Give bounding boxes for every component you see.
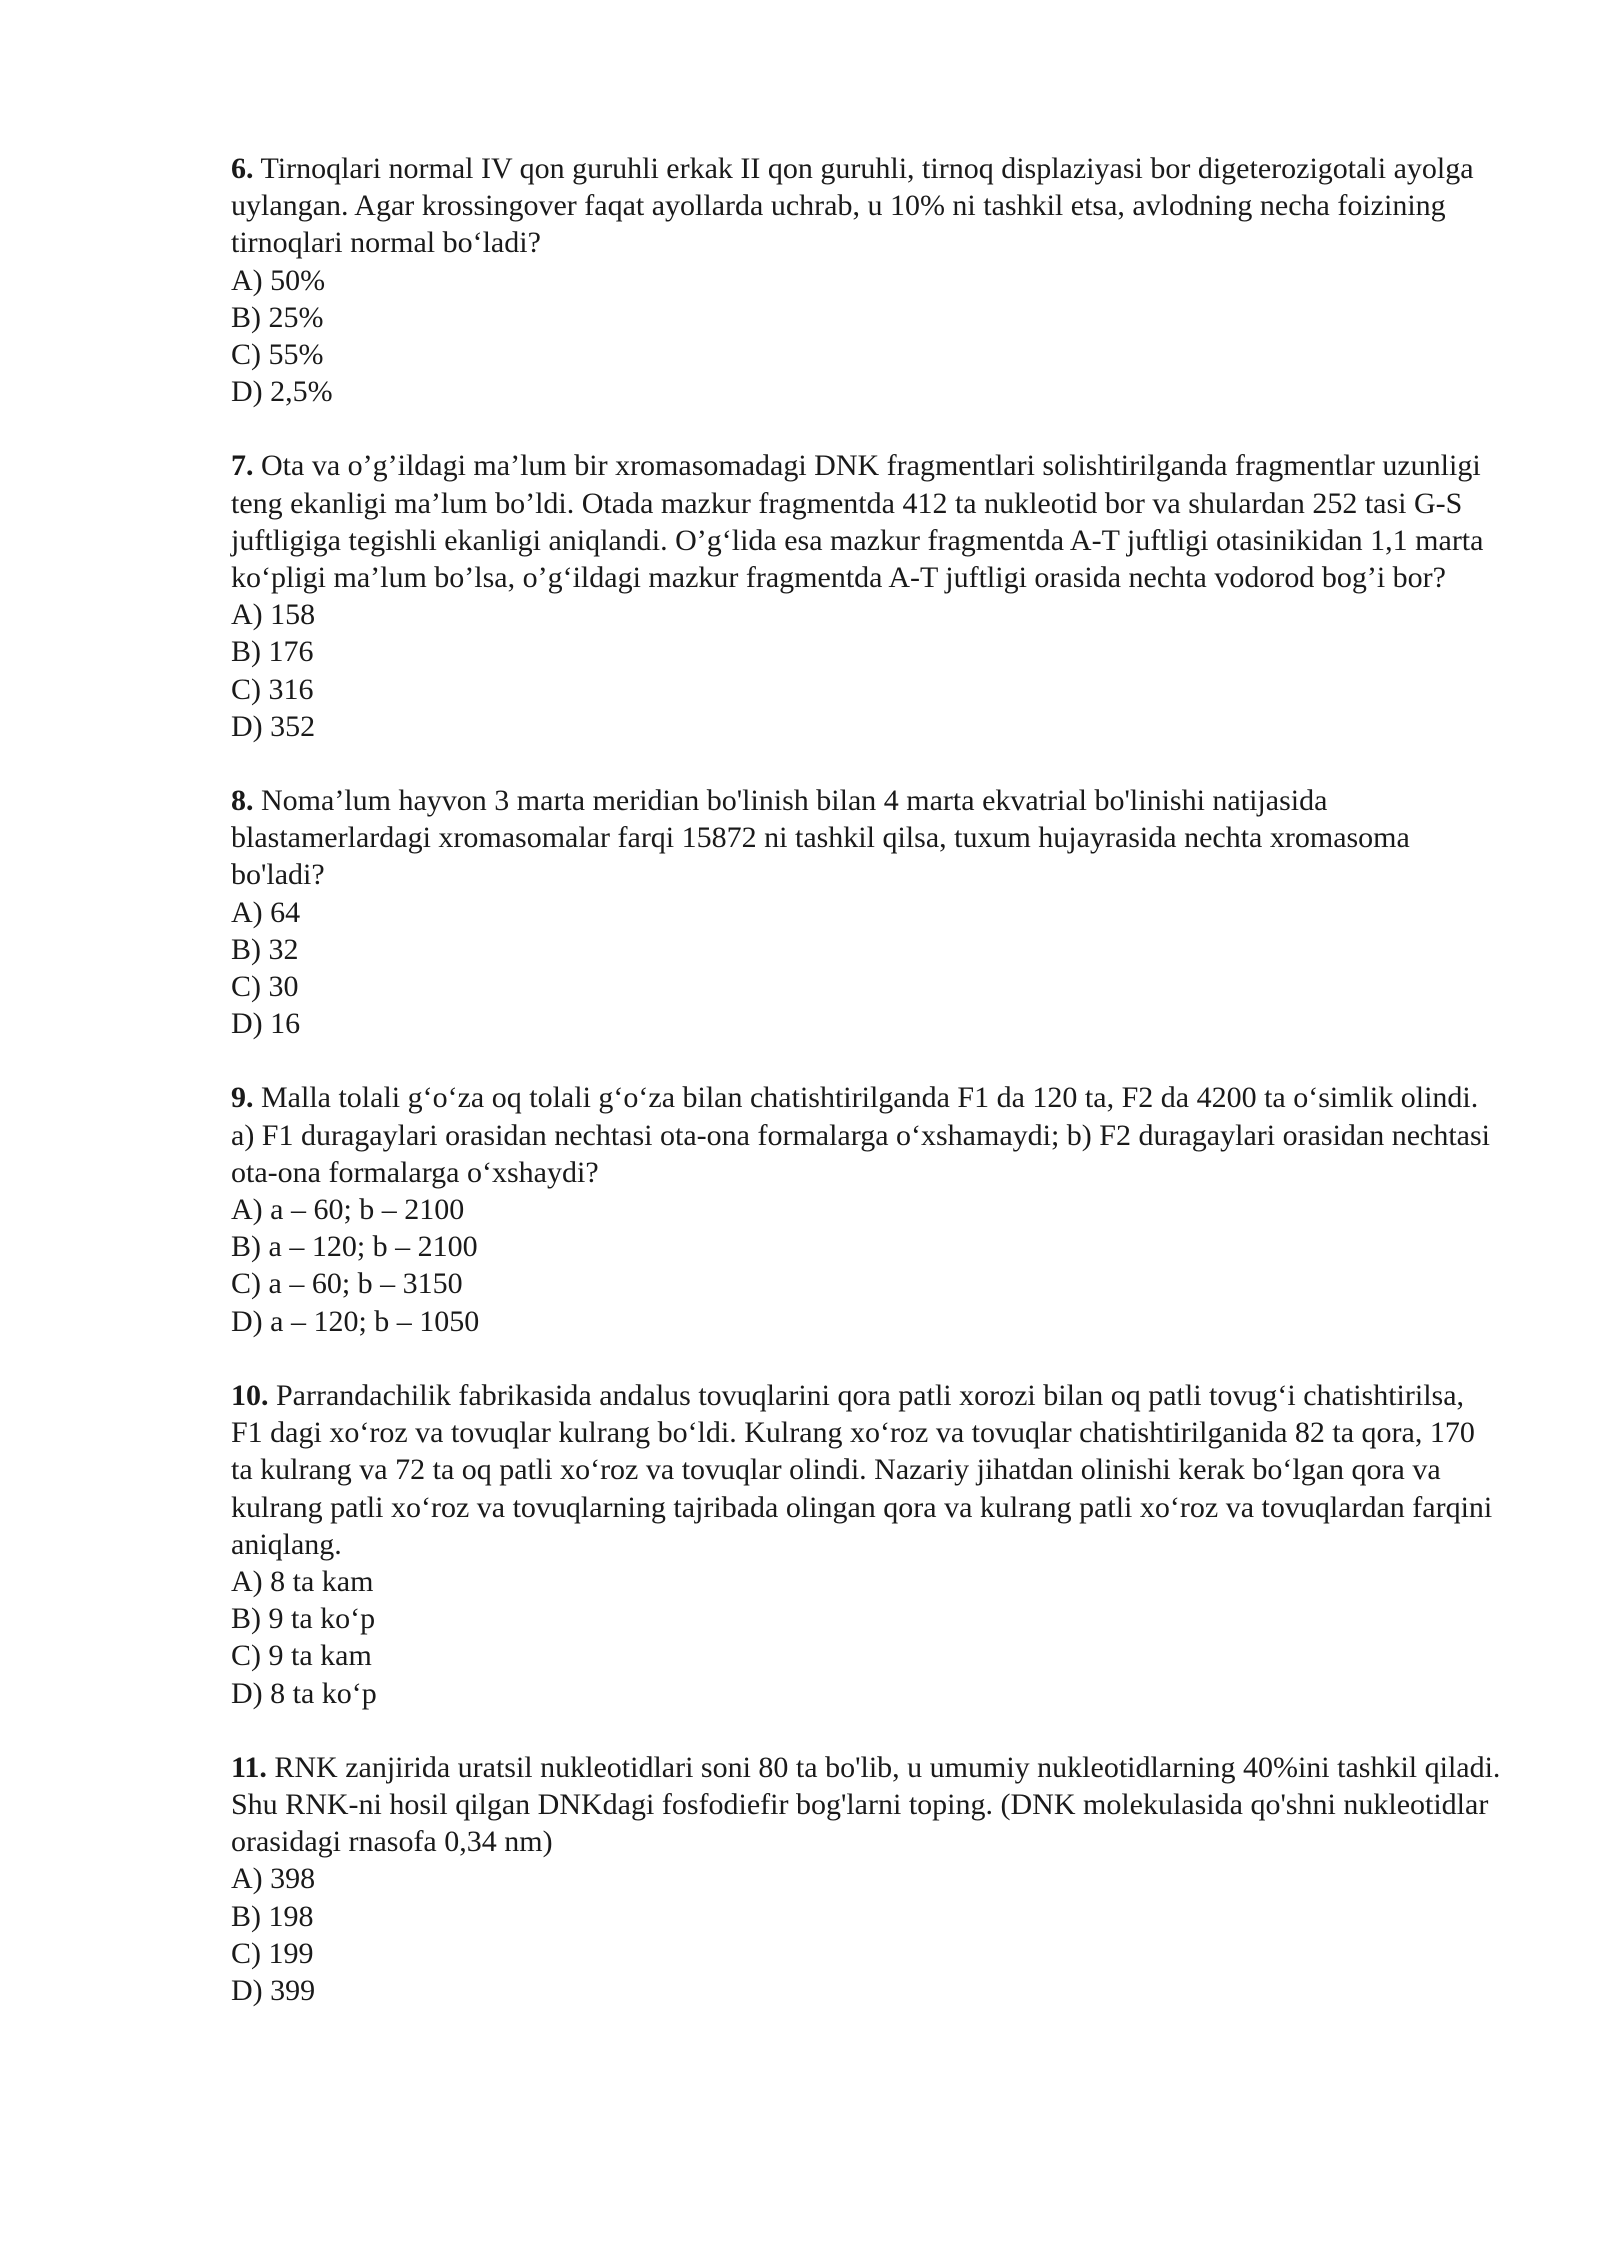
question-number: 6. — [231, 152, 254, 185]
option-c: C) 199 — [231, 1936, 314, 1970]
option-d: D) 8 ta ko‘p — [231, 1676, 377, 1710]
question-text — [231, 447, 1501, 596]
question-11 — [231, 1749, 1501, 2009]
question-10 — [231, 1377, 1501, 1712]
question-6 — [231, 150, 1501, 410]
answer-options — [231, 262, 1501, 411]
option-d: D) 16 — [231, 1007, 301, 1041]
question-body: RNK zanjirida uratsil nukleotidlari soni 80 ta bo'lib, u umumiy nukleotidlarning 40%ini tashkil qiladi. Shu RNK-ni hosil qilgan DNKdagi fosfodiefir bog'larni toping. (DNK molekulasida qo'shni nukleotidlar orasidagi rnasofa 0,34 nm) — [231, 1750, 1501, 1859]
answer-options — [231, 596, 1501, 745]
document-page — [231, 150, 1501, 2046]
option-c: C) 9 ta kam — [231, 1639, 372, 1673]
option-b: B) a – 120; b – 2100 — [231, 1230, 478, 1264]
option-d: D) 2,5% — [231, 375, 333, 409]
question-text — [231, 782, 1501, 894]
question-text — [231, 150, 1501, 262]
option-c: C) 30 — [231, 970, 299, 1004]
option-b: B) 9 ta ko‘p — [231, 1602, 376, 1636]
option-d: D) 399 — [231, 1973, 316, 2007]
option-d: D) a – 120; b – 1050 — [231, 1304, 480, 1338]
option-a: A) 64 — [231, 895, 301, 929]
option-d: D) 352 — [231, 709, 316, 743]
option-b: B) 198 — [231, 1899, 314, 1933]
question-body: Ota va o’g’ildagi ma’lum bir xromasomadagi DNK fragmentlari solishtirilganda fragmentlar uzunligi teng ekanligi ma’lum bo’ldi. Otada mazkur fragmentda 412 ta nukleotid bor va shulardan 252 tasi G-S juftligiga tegishli ekanligi aniqlandi. O’g‘lida esa mazkur fragmentda A-T juftligi otasinikidan 1,1 marta ko‘pligi ma’lum bo’lsa, o’g‘ildagi mazkur fragmentda A-T juftligi orasida nechta vodorod bog’i bor? — [231, 449, 1484, 595]
question-body: Noma’lum hayvon 3 marta meridian bo'linish bilan 4 marta ekvatrial bo'linishi natijasida blastamerlardagi xromasomalar farqi 15872 ni tashkil qilsa, tuxum hujayrasida nechta xromasoma bo'ladi? — [231, 784, 1410, 892]
question-body: Malla tolali g‘o‘za oq tolali g‘o‘za bilan chatishtirilganda F1 da 120 ta, F2 da 4200 ta o‘simlik olindi. a) F1 duragaylari orasidan nechtasi ota-ona formalarga o‘xshamaydi; b) F2 duragaylari orasidan nechtasi ota-ona formalarga o‘xshaydi? — [231, 1081, 1491, 1189]
option-b: B) 25% — [231, 300, 324, 334]
question-number: 9. — [231, 1081, 254, 1115]
option-a: A) a – 60; b – 2100 — [231, 1193, 465, 1227]
answer-options — [231, 1860, 1501, 2009]
option-c: C) 316 — [231, 672, 314, 706]
question-number: 8. — [231, 784, 254, 818]
question-number: 11. — [231, 1750, 267, 1784]
option-c: C) a – 60; b – 3150 — [231, 1267, 463, 1301]
option-b: B) 176 — [231, 635, 314, 669]
question-body: Parrandachilik fabrikasida andalus tovuqlarini qora patli xorozi bilan oq patli tovug‘i chatishtirilsa, F1 dagi xo‘roz va tovuqlar kulrang bo‘ldi. Kulrang xo‘roz va tovuqlar chatishtirilganida 82 ta qora, 170 ta kulrang va 72 ta oq patli xo‘roz va tovuqlar olindi. Nazariy jihatdan olinishi kerak bo‘lgan qora va kulrang patli xo‘roz va tovuqlarning tajribada olingan qora va kulrang patli xo‘roz va tovuqlardan farqini aniqlang. — [231, 1378, 1493, 1561]
answer-options — [231, 1563, 1501, 1712]
question-number: 7. — [231, 449, 254, 483]
option-c: C) 55% — [231, 338, 324, 372]
question-7 — [231, 447, 1501, 745]
question-text — [231, 1749, 1501, 1861]
question-9 — [231, 1079, 1501, 1339]
option-a: A) 398 — [231, 1862, 316, 1896]
question-8 — [231, 782, 1501, 1042]
question-text — [231, 1079, 1501, 1191]
option-a: A) 50% — [231, 263, 326, 297]
question-number: 10. — [231, 1378, 269, 1412]
option-a: A) 158 — [231, 598, 316, 632]
option-a: A) 8 ta kam — [231, 1564, 374, 1598]
answer-options — [231, 894, 1501, 1043]
option-b: B) 32 — [231, 932, 299, 966]
answer-options — [231, 1191, 1501, 1340]
question-text — [231, 1377, 1501, 1563]
question-body: Tirnoqlari normal IV qon guruhli erkak II qon guruhli, tirnoq displaziyasi bor digeterozigotali ayolga uylangan. Agar krossingover faqat ayollarda uchrab, u 10% ni tashkil etsa, avlodning necha foizining tirnoqlari normal bo‘ladi? — [231, 152, 1474, 260]
